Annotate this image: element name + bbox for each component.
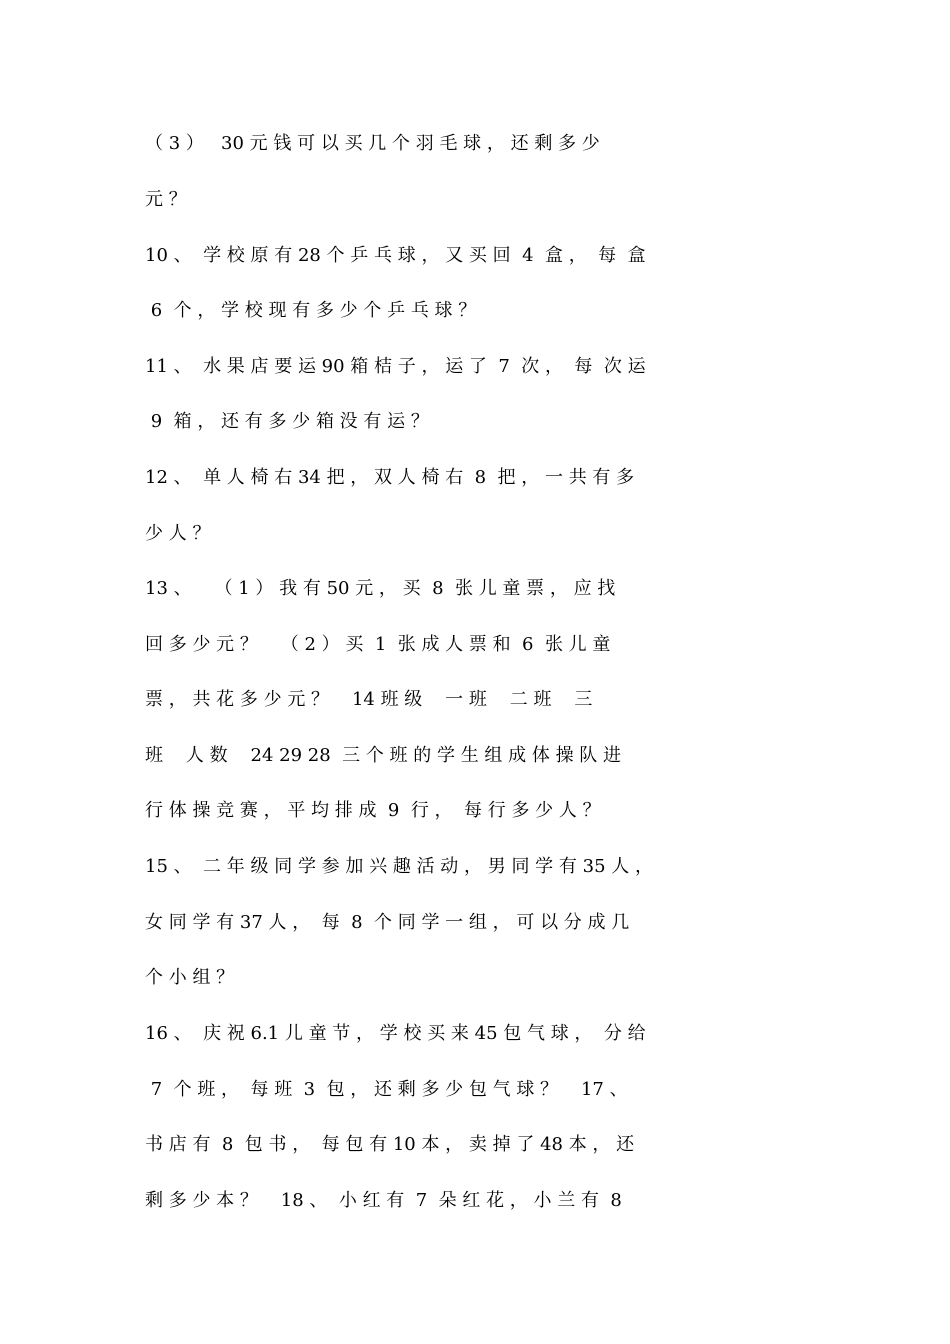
text-line: 个 小 组 ？ <box>145 967 235 988</box>
text-line: 15 、 二 年 级 同 学 参 加 兴 趣 活 动 ， 男 同 学 有 35 人 ， <box>145 856 653 877</box>
text-line: 少 人 ？ <box>145 523 211 544</box>
text-line: 10 、 学 校 原 有 28 个 乒 乓 球 ， 又 买 回 4 盒 ， 每 盒 <box>145 245 646 266</box>
text-line: 剩 多 少 本 ？ 18 、 小 红 有 7 朵 红 花 ， 小 兰 有 8 <box>145 1190 622 1211</box>
text-line: 7 个 班 ， 每 班 3 包 ， 还 剩 多 少 包 气 球 ？ 17 、 <box>145 1079 628 1100</box>
text-line: 书 店 有 8 包 书 ， 每 包 有 10 本 ， 卖 掉 了 48 本 ， 还 <box>145 1134 635 1155</box>
text-line: 6 个 ， 学 校 现 有 多 少 个 乒 乓 球 ？ <box>145 300 477 321</box>
text-line: 票 ， 共 花 多 少 元 ？ 14 班 级 一 班 二 班 三 <box>145 689 593 710</box>
text-line: 行 体 操 竞 赛 ， 平 均 排 成 9 行 ， 每 行 多 少 人 ？ <box>145 800 601 821</box>
text-line: （ 3 ） 30 元 钱 可 以 买 几 个 羽 毛 球 ， 还 剩 多 少 <box>145 133 600 154</box>
text-line: 11 、 水 果 店 要 运 90 箱 桔 子 ， 运 了 7 次 ， 每 次 运 <box>145 356 646 377</box>
text-line: 回 多 少 元 ？ （ 2 ） 买 1 张 成 人 票 和 6 张 儿 童 <box>145 634 611 655</box>
text-line: 12 、 单 人 椅 右 34 把 ， 双 人 椅 右 8 把 ， 一 共 有 多 <box>145 467 635 488</box>
text-line: 13 、 （ 1 ） 我 有 50 元 ， 买 8 张 儿 童 票 ， 应 找 <box>145 578 616 599</box>
text-line: 班 人 数 24 29 28 三 个 班 的 学 生 组 成 体 操 队 进 <box>145 745 622 766</box>
text-line: 9 箱 ， 还 有 多 少 箱 没 有 运 ？ <box>145 411 429 432</box>
text-line: 元 ？ <box>145 189 187 210</box>
text-line: 女 同 学 有 37 人 ， 每 8 个 同 学 一 组 ， 可 以 分 成 几 <box>145 912 630 933</box>
text-line: 16 、 庆 祝 6.1 儿 童 节 ， 学 校 买 来 45 包 气 球 ， 分 给 <box>145 1023 646 1044</box>
